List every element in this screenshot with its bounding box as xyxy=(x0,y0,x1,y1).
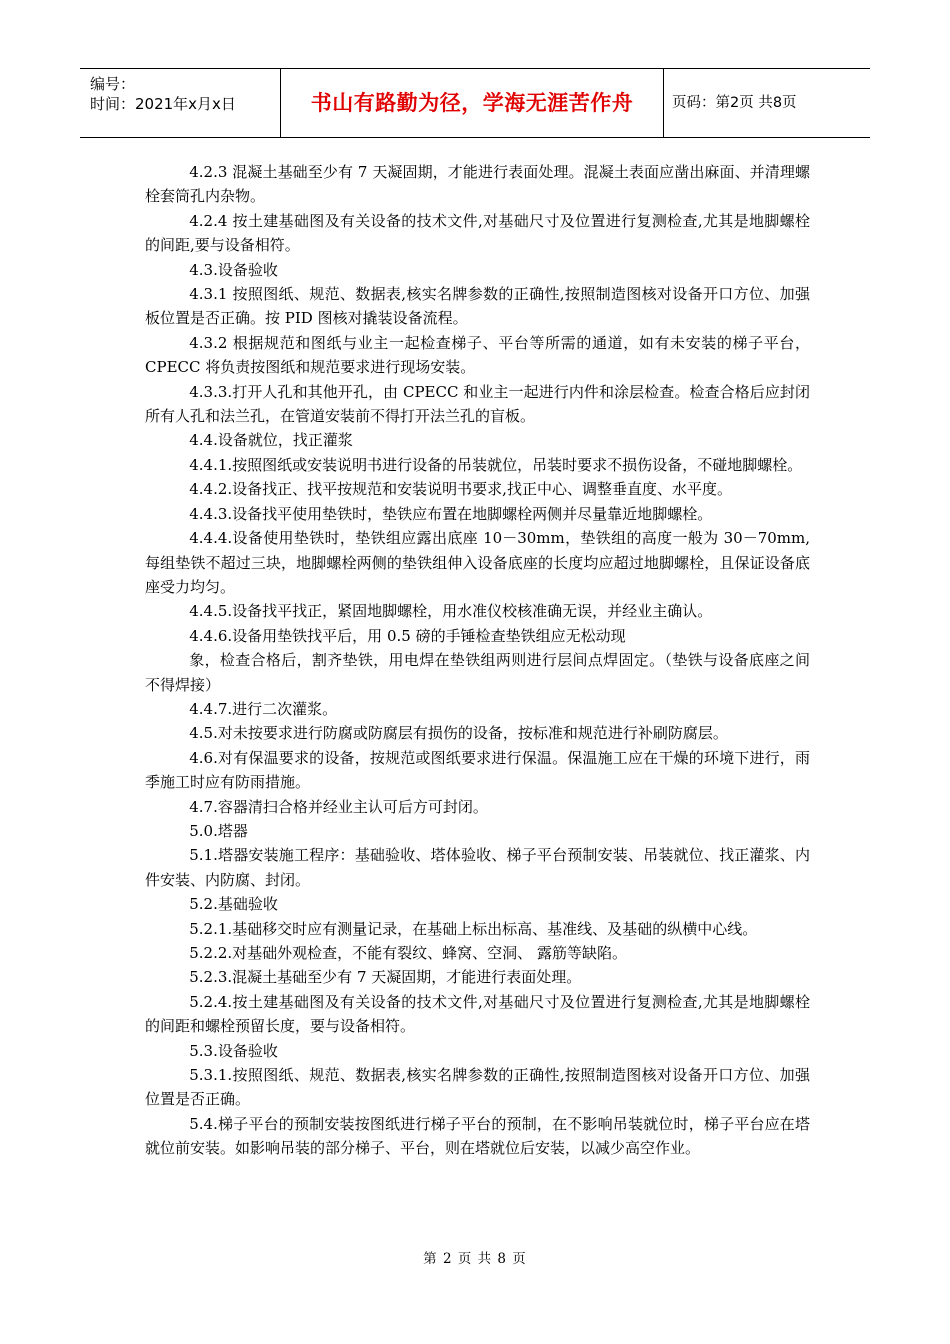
doc-number-label: 编号： xyxy=(90,75,136,93)
paragraph: 象，检查合格后，割齐垫铁，用电焊在垫铁组两则进行层间点焊固定。（垫铁与设备底座之间不得焊接） xyxy=(145,651,810,694)
paragraph: 4.4.5.设备找平找正，紧固地脚螺栓，用水准仪校核准确无误，并经业主确认。 xyxy=(189,602,713,621)
page-header xyxy=(80,68,870,138)
section-heading: 5.2.基础验收 xyxy=(189,895,278,914)
paragraph: 5.2.3.混凝土基础至少有 7 天凝固期，才能进行表面处理。 xyxy=(189,968,582,987)
paragraph: 4.6.对有保温要求的设备，按规范或图纸要求进行保温。保温施工应在干燥的环境下进行，雨季施工时应有防雨措施。 xyxy=(145,748,810,792)
header-meta-cell xyxy=(80,69,281,137)
header-motto: 书山有路勤为径，学海无涯苦作舟 xyxy=(310,91,634,115)
paragraph: 5.2.1.基础移交时应有测量记录，在基础上标出标高、基准线、及基础的纵横中心线。 xyxy=(189,919,758,938)
document-body xyxy=(145,160,810,1161)
header-motto-cell xyxy=(281,69,664,137)
paragraph: 5.4.梯子平台的预制安装按图纸进行梯子平台的预制，在不影响吊装就位时，梯子平台应在塔就位前安装。如影响吊装的部分梯子、平台，则在塔就位后安装，以减少高空作业。 xyxy=(145,1114,810,1158)
paragraph: 5.2.2.对基础外观检查，不能有裂纹、蜂窝、空洞、 露筋等缺陷。 xyxy=(189,944,627,962)
section-heading: 5.3.设备验收 xyxy=(189,1041,278,1060)
paragraph: 4.4.3.设备找平使用垫铁时，垫铁应布置在地脚螺栓两侧并尽量靠近地脚螺栓。 xyxy=(189,504,713,523)
paragraph: 4.3.2 根据规范和图纸与业主一起检查梯子、平台等所需的通道，如有未安装的梯子平台，CPECC 将负责按图纸和规范要求进行现场安装。 xyxy=(145,333,810,377)
paragraph: 4.5.对未按要求进行防腐或防腐层有损伤的设备，按标准和规范进行补刷防腐层。 xyxy=(189,724,728,743)
date-line: 时间：2021年x月x日 xyxy=(90,95,236,113)
section-heading: 4.3.设备验收 xyxy=(189,260,278,279)
paragraph: 4.4.1.按照图纸或安装说明书进行设备的吊装就位，吊装时要求不损伤设备，不碰地脚螺栓。 xyxy=(189,455,803,474)
paragraph: 4.4.6.设备用垫铁找平后，用 0.5 磅的手锤检查垫铁组应无松动现 xyxy=(189,626,626,645)
paragraph: 4.4.4.设备使用垫铁时，垫铁组应露出底座 10－30mm，垫铁组的高度一般为 30－70mm,每组垫铁不超过三块，地脚螺栓两侧的垫铁组伸入设备底座的长度均应超过地脚螺栓，且保证设备底座受力均匀。 xyxy=(145,529,810,596)
section-heading: 5.0.塔器 xyxy=(189,821,248,840)
paragraph: 5.1.塔器安装施工程序：基础验收、塔体验收、梯子平台预制安装、吊装就位、找正灌浆、内件安装、内防腐、封闭。 xyxy=(145,846,810,889)
paragraph: 5.3.1.按照图纸、规范、数据表,核实名牌参数的正确性,按照制造图核对设备开口方位、加强位置是否正确。 xyxy=(145,1066,810,1109)
paragraph: 4.7.容器清扫合格并经业主认可后方可封闭。 xyxy=(189,797,488,816)
section-heading: 4.4.设备就位，找正灌浆 xyxy=(189,431,353,450)
paragraph: 4.2.3 混凝土基础至少有 7 天凝固期，才能进行表面处理。混凝土表面应凿出麻面、并清理螺栓套筒孔内杂物。 xyxy=(145,163,810,206)
paragraph: 4.4.2.设备找正、找平按规范和安装说明书要求,找正中心、调整垂直度、水平度。 xyxy=(189,480,732,499)
paragraph: 4.3.1 按照图纸、规范、数据表,核实名牌参数的正确性,按照制造图核对设备开口方位、加强板位置是否正确。按 PID 图核对撬装设备流程。 xyxy=(145,285,810,328)
paragraph: 5.2.4.按土建基础图及有关设备的技术文件,对基础尺寸及位置进行复测检查,尤其是地脚螺栓的间距和螺栓预留长度，要与设备相符。 xyxy=(145,992,810,1036)
paragraph: 4.2.4 按土建基础图及有关设备的技术文件,对基础尺寸及位置进行复测检查,尤其是地脚螺栓的间距,要与设备相符。 xyxy=(145,211,810,255)
paragraph: 4.3.3.打开人孔和其他开孔，由 CPECC 和业主一起进行内件和涂层检查。检查合格后应封闭所有人孔和法兰孔，在管道安装前不得打开法兰孔的盲板。 xyxy=(145,382,810,426)
paragraph: 4.4.7.进行二次灌浆。 xyxy=(189,699,338,718)
header-page-cell xyxy=(664,69,870,137)
header-page-info: 页码：第2页 共8页 xyxy=(672,95,797,111)
page-footer: 第 2 页 共 8 页 xyxy=(423,1251,527,1267)
